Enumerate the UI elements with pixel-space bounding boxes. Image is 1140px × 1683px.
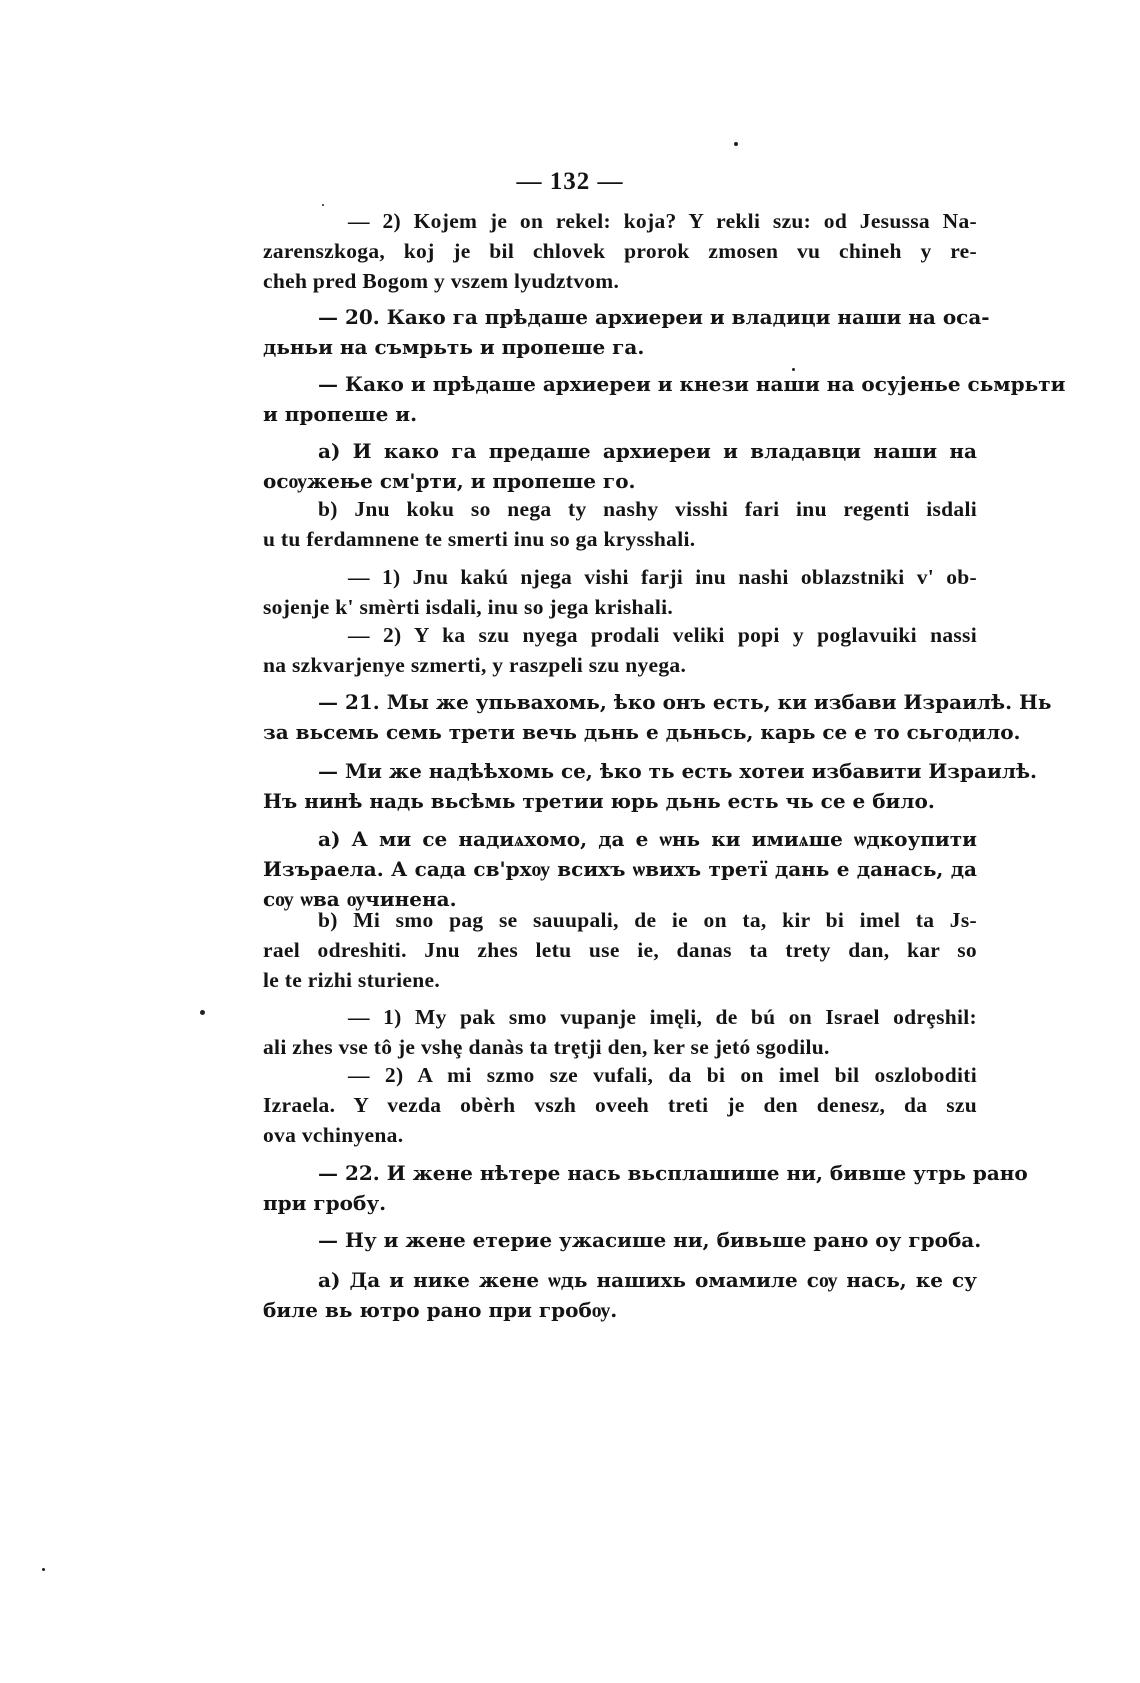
text-block xyxy=(263,1225,982,1255)
text-line: — 1) Jnu kakú njega vishi farji inu nashi oblazstniki v' ob- xyxy=(348,565,977,589)
text-line: и пропеше и. xyxy=(263,402,418,426)
text-block xyxy=(263,562,977,622)
verse-20-block xyxy=(263,302,990,362)
text-line: zarenszkoga, koj je bil chlovek prorok zmosen vu chineh y re- xyxy=(263,239,977,263)
text-line: ali zhes vse tô je vshȩ danàs ta trȩtji den, ker se jetó sgodilu. xyxy=(263,1035,830,1059)
verse-22-block xyxy=(263,1158,1028,1218)
text-line: u tu ferdamnene te smerti inu so ga krysshali. xyxy=(263,527,696,551)
text-line: а) А ми се надиѧхомо, да е ѡнь ки имиѧше ѡдкоупити xyxy=(318,827,977,851)
verse-21-block xyxy=(263,687,1052,747)
text-line: Izraela. Y vezda obèrh vszh oveeh treti je den denesz, da szu xyxy=(263,1093,977,1117)
text-line: b) Mi smo pag se sauupali, de ie on ta, kir bi imel ta Js- xyxy=(318,908,977,932)
text-line: — 22. И жене нѣтере нась вьсплашише ни, бивше утрь рано xyxy=(318,1161,1028,1185)
text-line: le te rizhi sturiene. xyxy=(263,968,441,992)
text-line: а) И како га предаше архиереи и владавци наши на xyxy=(318,439,977,463)
text-line: сѹ ѡва ѹчинена. xyxy=(263,887,457,911)
text-line: — Ну и жене етерие ужасише ни, бивьше рано оу гроба. xyxy=(318,1228,982,1252)
text-block-b xyxy=(263,494,977,554)
scan-speck xyxy=(734,142,738,146)
text-line: а) Да и нике жене ѡдь нашихь омамиле сѹ нась, ке су xyxy=(318,1268,977,1292)
text-line: — 21. Мы же упьвахомь, ѣко онъ есть, ки избави Израилѣ. Нь xyxy=(318,690,1052,714)
text-block xyxy=(263,756,1037,816)
text-line: — Како и прѣдаше архиереи и кнези наши на осуjенье сьмрьти xyxy=(318,372,1066,396)
text-line: за вьсемь семь трети вечь дьнь е дьньсь, карь се е то сьгодило. xyxy=(263,720,1021,744)
text-block xyxy=(263,206,977,296)
text-line: — 20. Како га прѣдаше архиереи и владици наши на оса- xyxy=(318,305,990,329)
text-block-a xyxy=(263,824,977,914)
scan-speck xyxy=(200,1010,205,1015)
text-line: — Ми же надѣѣхомь се, ѣко ть есть хотеи избавити Израилѣ. xyxy=(318,759,1037,783)
text-line: b) Jnu koku so nega ty nashy visshi fari inu regenti isdali xyxy=(318,497,977,521)
text-line: — 1) My pak smo vupanje imęli, de bú on Israel odrȩshil: xyxy=(348,1005,977,1029)
text-line: осѹжење см'рти, и пропеше го. xyxy=(263,469,636,493)
text-line: cheh pred Bogom y vszem lyudztvom. xyxy=(263,269,620,293)
text-line: ova vchinyena. xyxy=(263,1123,404,1147)
text-line: — 2) A mi szmo sze vufali, da bi on imel bil oszloboditi xyxy=(348,1063,977,1087)
text-line: биле вь ютро рано при гробѹ. xyxy=(263,1298,618,1322)
text-block xyxy=(263,369,1066,429)
text-block-a xyxy=(263,436,977,496)
text-line: sojenje k' smèrti isdali, inu so jega krishali. xyxy=(263,595,674,619)
text-line: Нъ нинѣ надь вьсѣмь третии юрь дьнь есть чь се е било. xyxy=(263,789,935,813)
scan-speck xyxy=(322,204,324,206)
scan-speck xyxy=(42,1568,45,1571)
text-block xyxy=(263,620,977,680)
text-line: rael odreshiti. Jnu zhes letu use ie, danas ta trety dan, kar so xyxy=(263,938,977,962)
text-line: — 2) Y ka szu nyega prodali veliki popi y poglavuiki nassi xyxy=(348,623,977,647)
text-line: дьньи на съмрьть и пропеше га. xyxy=(263,335,645,359)
scan-speck xyxy=(792,368,795,371)
text-line: na szkvarjenye szmerti, y raszpeli szu nyega. xyxy=(263,653,687,677)
text-block xyxy=(263,1002,977,1062)
text-block-b xyxy=(263,905,977,995)
text-block xyxy=(263,1060,977,1150)
page-number: — 132 — xyxy=(516,168,624,195)
text-block-a xyxy=(263,1265,977,1325)
text-line: Изъраела. А сада св'рхѹ всихъ ѡвихъ третї дань е данась, да xyxy=(263,857,977,881)
text-line: — 2) Kojem je on rekel: koja? Y rekli szu: od Jesussa Na- xyxy=(348,209,977,233)
text-line: при гробу. xyxy=(263,1191,387,1215)
